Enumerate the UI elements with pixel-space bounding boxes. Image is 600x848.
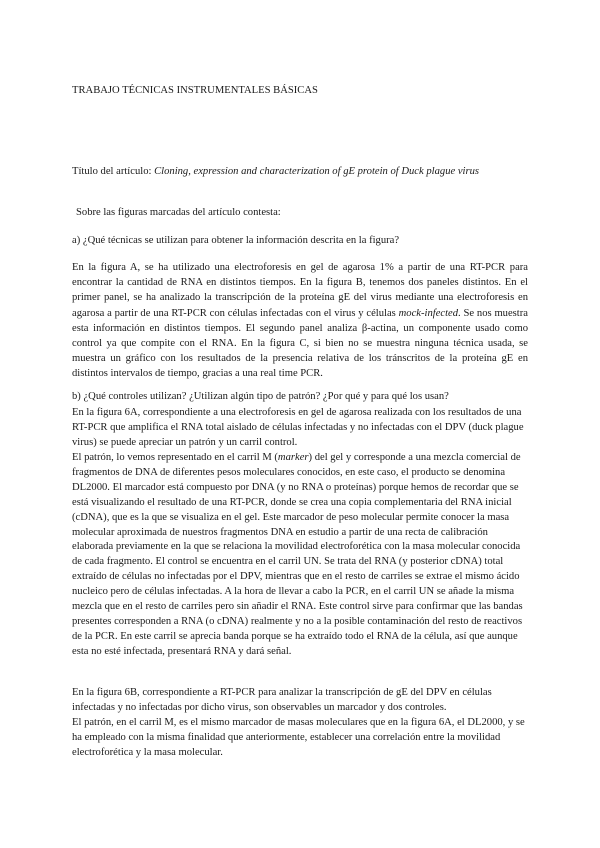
answer-a-text-1: En la figura A, se ha utilizado una electroforesis en gel de agarosa 1% a partir de una RT-PCR para encontrar la cantidad de RNA en distintos tiempos. En la figura B, tenemos dos paneles distintos. En el primer panel, se ha analizado la transcripción de la proteína gE del virus mediante una electroforesis en agarosa a partir de una RT-PCR con células infectadas con el virus y células xyxy=(72,262,528,319)
document-heading: TRABAJO TÉCNICAS INSTRUMENTALES BÁSICAS xyxy=(72,85,318,96)
answer-b-paragraph-3: En la figura 6B, correspondiente a RT-PCR para analizar la transcripción de gE del DPV en células infectadas y no infectadas por dicho virus, son observables un marcador y dos controles. xyxy=(72,687,492,713)
mock-infected-term: mock-infected xyxy=(398,307,459,319)
answer-a-paragraph xyxy=(72,260,528,382)
intro-instruction: Sobre las figuras marcadas del artículo contesta: xyxy=(76,207,281,218)
article-title: Cloning, expression and characterization of gE protein of Duck plague virus xyxy=(154,166,480,177)
answer-b-paragraph-2 xyxy=(72,451,528,660)
question-a: a) ¿Qué técnicas se utilizan para obtener la información descrita en la figura? xyxy=(72,235,400,246)
answer-b-paragraph-1: En la figura 6A, correspondiente a una electroforesis en gel de agarosa realizada con los resultados de una RT-PCR que amplifica el RNA total aislado de células infectadas y no infectadas con el DPV (duck plague virus) se puede apreciar un patrón y un carril control. xyxy=(72,407,524,448)
article-title-label: Título del artículo: xyxy=(72,166,155,177)
answer-b-paragraph-4: El patrón, en el carril M, es el mismo marcador de masas moleculares que en la figura 6A, el DL2000, y se ha empleado con la misma finalidad que anteriormente, establecer una correlación entre la movilidad electroforética y la masa molecular. xyxy=(72,717,525,758)
article-title-line xyxy=(72,164,479,179)
question-b: b) ¿Qué controles utilizan? ¿Utilizan algún tipo de patrón? ¿Por qué y para qué los usan? xyxy=(72,391,449,402)
answer-b2-text-2: ) del gel y corresponde a una mezcla comercial de fragmentos de DNA de diferentes pesos moleculares conocidos, en este caso, el producto se denomina DL2000. El marcador está compuesto por DNA (y no RNA o proteínas) porque hemos de recordar que se está visualizando el resultado de una RT-PCR, donde se crea una copia complementaria del RNA inicial (cDNA), que es la que se visualiza en el gel. Este marcador de peso molecular permite conocer la masa molecular aproximada de nuestros fragmentos DNA en estudio a partir de una recta de calibración elaborada previamente en la que se relaciona la movilidad electroforética con la masa molecular conocida de cada fragmento. El control se encuentra en el carril UN. Se trata del RNA (y posterior cDNA) total extraído de células no infectadas por el DPV, mientras que en el resto de carriles se extrae el mismo ácido nucleico pero de células infectadas. A la hora de llevar a cabo la PCR, en el carril UN se añade la misma mezcla que en el resto de carriles pero sin añadir el RNA. Este control sirve para confirmar que las bandas presentes corresponden a RNA (o cDNA) realmente y no a la posible contaminación del resto de reactivos de la PCR. En este carril se aprecia banda porque se ha extraído todo el RNA de la célula, así que aunque esta no esté infectada, presentará RNA y dará señal. xyxy=(72,452,523,657)
marker-term: marker xyxy=(277,452,309,463)
answer-a-text-2: . Se nos muestra esta información en distintos tiempos. El segundo panel analiza β-actina, un componente usado como control ya que compite con el RNA. En la figura C, si bien no se muestra ninguna técnica usada, se muestra un gráfico con los resultados de la presencia relativa de los tránscritos de la proteína gE en distintos intervalos de tiempo, gracias a una real time PCR. xyxy=(72,307,528,380)
answer-b2-text-1: El patrón, lo vemos representado en el carril M ( xyxy=(72,452,278,463)
